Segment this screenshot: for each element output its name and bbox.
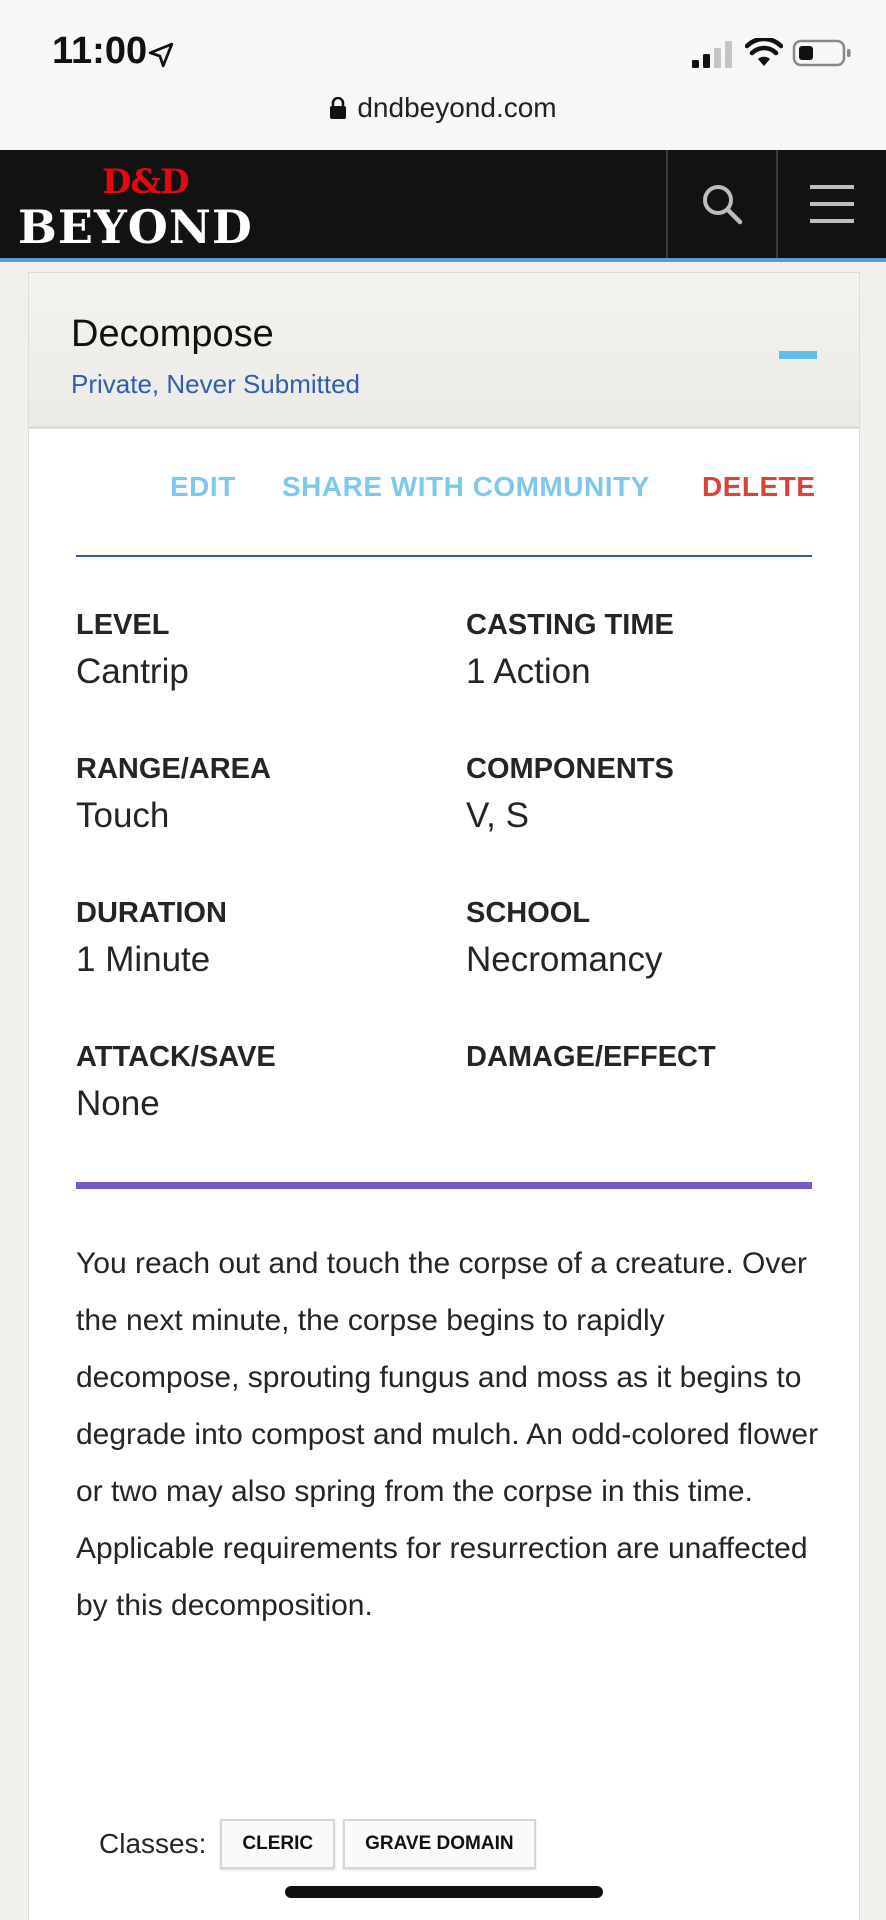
stat-label: CASTING TIME — [466, 609, 674, 641]
stat-range-area — [76, 753, 436, 836]
dnd-beyond-logo[interactable] — [18, 162, 268, 252]
stat-value: None — [76, 1084, 160, 1123]
stat-label: ATTACK/SAVE — [76, 1041, 276, 1073]
url-bar[interactable] — [0, 92, 886, 124]
share-with-community-button[interactable]: SHARE WITH COMMUNITY — [282, 471, 650, 502]
search-button[interactable] — [668, 150, 776, 258]
stat-label: RANGE/AREA — [76, 753, 271, 785]
divider-blue — [76, 555, 812, 557]
spell-status: Private, Never Submitted — [71, 369, 361, 399]
location-arrow-icon — [148, 42, 174, 68]
collapse-minus-icon[interactable] — [779, 351, 817, 359]
stat-label: DAMAGE/EFFECT — [466, 1041, 716, 1073]
hamburger-menu-icon — [809, 182, 855, 226]
status-bar — [0, 0, 886, 150]
stat-attack-save — [76, 1041, 436, 1124]
stat-value: 1 Action — [466, 652, 591, 691]
spell-actions — [29, 471, 859, 511]
spell-card-header[interactable] — [29, 273, 859, 429]
cellular-signal-icon — [692, 40, 736, 68]
status-time: 11:00 — [52, 30, 148, 72]
spell-description: You reach out and touch the corpse of a creature. Over the next minute, the corpse begins to rapidly decompose, sprouting fungus and moss as it begins to degrade into compost and mulch. An odd-colored flower or two may also spring from the corpse in this time. Applicable requirements for resurrection are unaffected by this decomposition. — [76, 1247, 819, 1622]
stat-value: Touch — [76, 796, 170, 835]
stat-label: DURATION — [76, 897, 227, 929]
battery-icon — [792, 38, 852, 68]
class-tag-grave-domain[interactable]: GRAVE DOMAIN — [343, 1819, 535, 1869]
classes-label: Classes: — [99, 1828, 207, 1859]
delete-button[interactable]: DELETE — [702, 471, 816, 502]
spell-card — [28, 272, 860, 1920]
stat-value: Necromancy — [466, 940, 663, 979]
stat-label: SCHOOL — [466, 897, 591, 929]
stat-value: 1 Minute — [76, 940, 211, 979]
stat-label: COMPONENTS — [466, 753, 674, 785]
stat-label: LEVEL — [76, 609, 170, 641]
stat-level — [76, 609, 436, 692]
logo-dnd-text: D&D — [102, 162, 189, 202]
search-icon — [700, 182, 744, 226]
site-navbar — [0, 150, 886, 262]
divider-purple — [76, 1182, 812, 1189]
logo-beyond-text: BEYOND — [18, 200, 253, 254]
stat-damage-effect — [466, 1041, 826, 1084]
stat-duration — [76, 897, 436, 980]
home-indicator[interactable] — [285, 1886, 603, 1898]
url-text: dndbeyond.com — [357, 92, 557, 123]
edit-button[interactable]: EDIT — [170, 471, 236, 502]
class-tag-cleric[interactable]: CLERIC — [220, 1819, 335, 1869]
stat-value: Cantrip — [76, 652, 189, 691]
stat-components — [466, 753, 826, 836]
stat-value: V, S — [466, 796, 529, 835]
stat-school — [466, 897, 826, 980]
spell-name: Decompose — [71, 313, 274, 355]
stat-casting-time — [466, 609, 826, 692]
menu-button[interactable] — [778, 150, 886, 258]
spell-classes — [99, 1818, 536, 1870]
wifi-icon — [745, 38, 783, 68]
lock-icon — [329, 97, 347, 119]
